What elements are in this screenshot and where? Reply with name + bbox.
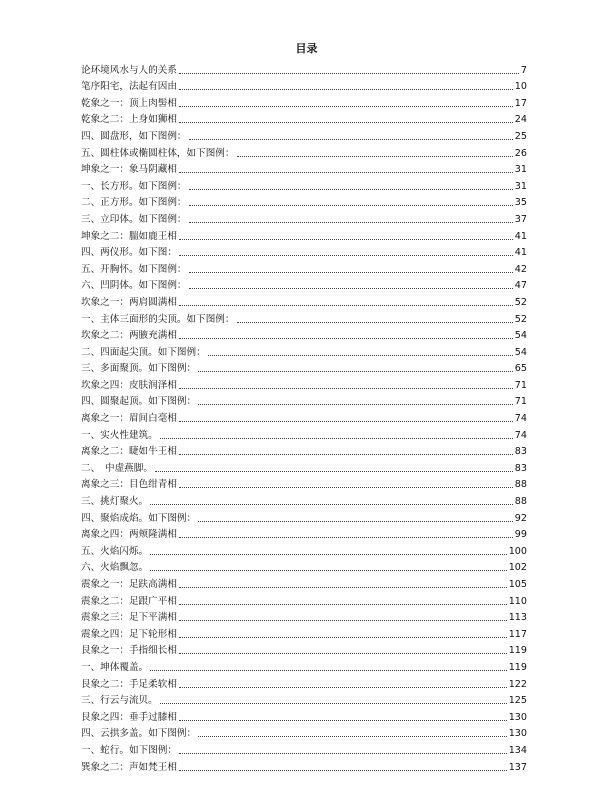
toc-dot-leader: [160, 703, 507, 704]
toc-page-number: 92: [514, 512, 527, 524]
toc-dot-leader: [179, 620, 507, 621]
toc-entry[interactable]: [81, 326, 527, 343]
toc-entry[interactable]: [81, 691, 527, 708]
toc-page-number: 35: [514, 197, 527, 209]
toc-entry[interactable]: [81, 342, 527, 359]
toc-entry-text: 笔序阳宅，法起有因由: [81, 81, 177, 93]
toc-entry[interactable]: [81, 574, 527, 591]
toc-dot-leader: [198, 404, 513, 405]
toc-entry-text: 论环境风水与人的关系: [81, 64, 177, 76]
toc-entry-text: 艮象之四：垂手过膝相: [81, 711, 177, 723]
toc-entry[interactable]: [81, 425, 527, 442]
toc-entry-text: 五、圆柱体或椭圆柱体，如下图例：: [81, 147, 235, 159]
toc-dot-leader: [179, 604, 507, 605]
toc-dot-leader: [237, 156, 513, 157]
toc-entry[interactable]: [81, 193, 527, 210]
toc-entry[interactable]: [81, 93, 527, 110]
toc-page-number: 137: [508, 761, 527, 773]
toc-entry-text: 五、开胸怀。如下图例：: [81, 263, 187, 275]
toc-dot-leader: [198, 371, 513, 372]
toc-dot-leader: [179, 172, 513, 173]
toc-page-number: 83: [514, 446, 527, 458]
toc-dot-leader: [179, 89, 513, 90]
toc-entry[interactable]: [81, 740, 527, 757]
toc-dot-leader: [179, 487, 513, 488]
toc-entry[interactable]: [81, 508, 527, 525]
toc-page-number: 31: [514, 180, 527, 192]
toc-entry-text: 三、立印体。如下图例：: [81, 213, 187, 225]
toc-page-number: 41: [514, 247, 527, 259]
toc-dot-leader: [179, 338, 513, 339]
toc-page-number: 83: [514, 462, 527, 474]
toc-dot-leader: [179, 255, 513, 256]
toc-entry-text: 震象之四：足下轮形相: [81, 628, 177, 640]
toc-entry-text: 四、两仪形。如下图：: [81, 247, 177, 259]
toc-dot-leader: [150, 504, 513, 505]
toc-entry-text: 艮象之二：手足柔软相: [81, 678, 177, 690]
toc-entry[interactable]: [81, 77, 527, 94]
toc-dot-leader: [189, 222, 513, 223]
toc-dot-leader: [179, 122, 513, 123]
toc-title: 目录: [295, 42, 318, 55]
toc-entry-text: 艮象之一：手指细长相: [81, 645, 177, 657]
toc-entry[interactable]: [81, 442, 527, 459]
toc-entry[interactable]: [81, 259, 527, 276]
toc-entry[interactable]: [81, 375, 527, 392]
toc-dot-leader: [179, 720, 507, 721]
toc-entry[interactable]: [81, 724, 527, 741]
toc-page-number: 119: [508, 645, 527, 657]
toc-entry-text: 震象之二：足跟广平相: [81, 595, 177, 607]
toc-entry-text: 一、实火性建筑。: [81, 429, 158, 441]
toc-entry[interactable]: [81, 707, 527, 724]
toc-entry[interactable]: [81, 226, 527, 243]
toc-entry-text: 坎象之一：两肩圆满相: [81, 296, 177, 308]
toc-dot-leader: [189, 205, 513, 206]
toc-page-number: 65: [514, 363, 527, 375]
toc-page-number: 102: [508, 562, 527, 574]
toc-page-number: 54: [514, 330, 527, 342]
toc-entry-text: 二、 中虚燕脚。: [81, 462, 153, 474]
toc-entry[interactable]: [81, 491, 527, 508]
toc-dot-leader: [179, 454, 513, 455]
toc-dot-leader: [179, 637, 507, 638]
toc-entry[interactable]: [81, 143, 527, 160]
toc-page-number: 24: [514, 114, 527, 126]
toc-entry[interactable]: [81, 359, 527, 376]
toc-page-number: 47: [514, 280, 527, 292]
toc-entry[interactable]: [81, 608, 527, 625]
toc-page-number: 52: [514, 313, 527, 325]
toc-page-number: 110: [508, 595, 527, 607]
toc-page-number: 54: [514, 346, 527, 358]
toc-entry-text: 四、聚焰成焰。如下图例：: [81, 512, 197, 524]
toc-page-number: 134: [508, 744, 527, 756]
toc-dot-leader: [179, 753, 507, 754]
toc-entry[interactable]: [81, 674, 527, 691]
toc-page-number: 41: [514, 230, 527, 242]
toc-entry-text: 乾象之二：上身如狮相: [81, 114, 177, 126]
toc-dot-leader: [150, 570, 507, 571]
toc-page-number: 119: [508, 661, 527, 673]
toc-dot-leader: [179, 653, 507, 654]
toc-entry[interactable]: [81, 458, 527, 475]
toc-entry[interactable]: [81, 641, 527, 658]
toc-page-number: 71: [514, 396, 527, 408]
toc-dot-leader: [179, 537, 513, 538]
toc-entry-text: 离象之三：目色绀青相: [81, 479, 177, 491]
toc-entry-text: 坎象之四：皮肤润泽相: [81, 379, 177, 391]
toc-dot-leader: [179, 239, 513, 240]
toc-entry[interactable]: [81, 243, 527, 260]
toc-page-number: 71: [514, 379, 527, 391]
toc-entry[interactable]: [81, 176, 527, 193]
toc-entry[interactable]: [81, 525, 527, 542]
toc-page-number: 122: [508, 678, 527, 690]
toc-page-number: 113: [508, 612, 527, 624]
toc-entry-text: 离象之四：两颊隆满相: [81, 529, 177, 541]
toc-entry-text: 三、多面聚顶。如下图例：: [81, 363, 197, 375]
toc-page-number: 37: [514, 213, 527, 225]
toc-entry-text: 六、火焰飘忽。: [81, 562, 149, 574]
toc-dot-leader: [179, 388, 513, 389]
toc-entry[interactable]: [81, 408, 527, 425]
toc-entry[interactable]: [81, 558, 527, 575]
toc-dot-leader: [179, 770, 507, 771]
toc-entry[interactable]: [81, 657, 527, 674]
toc-page-number: 105: [508, 579, 527, 590]
toc-entry-text: 一、长方形。如下图例：: [81, 180, 187, 192]
toc-page-number: 31: [514, 164, 527, 176]
toc-entry[interactable]: [81, 392, 527, 409]
toc-list: [81, 60, 527, 774]
toc-entry-text: 一、蛇行。如下图例：: [81, 744, 177, 756]
toc-entry[interactable]: [81, 160, 527, 177]
toc-dot-leader: [150, 670, 507, 671]
toc-entry-text: 坎象之二：两腋充满相: [81, 330, 177, 342]
toc-entry-text: 一、坤体覆盖。: [81, 661, 149, 673]
toc-page-number: 88: [514, 496, 527, 508]
toc-entry-text: 三、行云与流贝。: [81, 695, 158, 707]
toc-dot-leader: [179, 106, 513, 107]
toc-page-number: 74: [514, 413, 527, 425]
toc-page-number: 99: [514, 529, 527, 541]
toc-entry[interactable]: [81, 309, 527, 326]
toc-dot-leader: [179, 421, 513, 422]
toc-entry[interactable]: [81, 110, 527, 127]
toc-entry-text: 离象之二：睫如牛王相: [81, 446, 177, 458]
toc-entry[interactable]: [81, 475, 527, 492]
toc-entry[interactable]: [81, 276, 527, 293]
toc-dot-leader: [179, 305, 513, 306]
toc-entry-text: 四、云拱多盖。如下图例：: [81, 728, 197, 740]
toc-dot-leader: [150, 554, 507, 555]
toc-dot-leader: [189, 272, 513, 273]
toc-entry[interactable]: [81, 126, 527, 143]
toc-entry-text: 震象之三：足下平满相: [81, 612, 177, 624]
toc-dot-leader: [179, 687, 507, 688]
toc-entry[interactable]: [81, 541, 527, 558]
toc-page-number: 117: [508, 628, 527, 640]
toc-entry-text: 三、挑灯聚火。: [81, 496, 149, 508]
toc-page-number: 130: [508, 711, 527, 723]
toc-entry-text: 一、主体三面形的尖顶。如下图例：: [81, 313, 235, 325]
toc-entry-text: 乾象之一：顶上肉髻相: [81, 97, 177, 109]
toc-page-number: 26: [514, 147, 527, 159]
toc-entry-text: 五、火焰闪烁。: [81, 545, 149, 557]
toc-dot-leader: [179, 587, 507, 588]
toc-entry-text: 坤象之二：腨如鹿王相: [81, 230, 177, 242]
toc-dot-leader: [189, 139, 513, 140]
toc-page-number: 42: [514, 263, 527, 275]
toc-entry-text: 震象之一：足趺高满相: [81, 579, 177, 590]
toc-entry[interactable]: [81, 292, 527, 309]
toc-page-number: 125: [508, 695, 527, 707]
toc-entry-text: 六、凹阴体。如下图例：: [81, 280, 187, 292]
toc-entry-text: 二、正方形。如下图例：: [81, 197, 187, 209]
toc-page-number: 10: [514, 81, 527, 93]
toc-dot-leader: [208, 355, 513, 356]
toc-entry[interactable]: [81, 624, 527, 641]
toc-entry[interactable]: [81, 209, 527, 226]
toc-dot-leader: [237, 322, 513, 323]
toc-entry-text: 巽象之二：声如梵王相: [81, 761, 177, 773]
toc-dot-leader: [155, 471, 513, 472]
toc-entry[interactable]: [81, 60, 527, 77]
toc-page-number: 130: [508, 728, 527, 740]
toc-entry-text: 坤象之一：象马阴藏相: [81, 164, 177, 176]
toc-page-number: 52: [514, 296, 527, 308]
toc-entry[interactable]: [81, 591, 527, 608]
toc-page-number: 25: [514, 130, 527, 142]
toc-page-number: 100: [508, 545, 527, 557]
toc-dot-leader: [179, 73, 519, 74]
toc-entry-text: 离象之一：眉间白毫相: [81, 413, 177, 425]
toc-dot-leader: [198, 736, 507, 737]
toc-entry[interactable]: [81, 757, 527, 774]
toc-dot-leader: [189, 288, 513, 289]
toc-page-number: 88: [514, 479, 527, 491]
toc-page-number: 17: [514, 97, 527, 109]
toc-dot-leader: [189, 189, 513, 190]
toc-page-number: 7: [520, 64, 527, 76]
toc-entry-text: 四、圆盘形，如下图例：: [81, 130, 187, 142]
toc-entry-text: 四、圆聚起顶。如下图例：: [81, 396, 197, 408]
toc-page-number: 74: [514, 429, 527, 441]
toc-dot-leader: [198, 521, 513, 522]
toc-dot-leader: [160, 438, 513, 439]
toc-entry-text: 二、四面起尖顶。如下图例：: [81, 346, 206, 358]
